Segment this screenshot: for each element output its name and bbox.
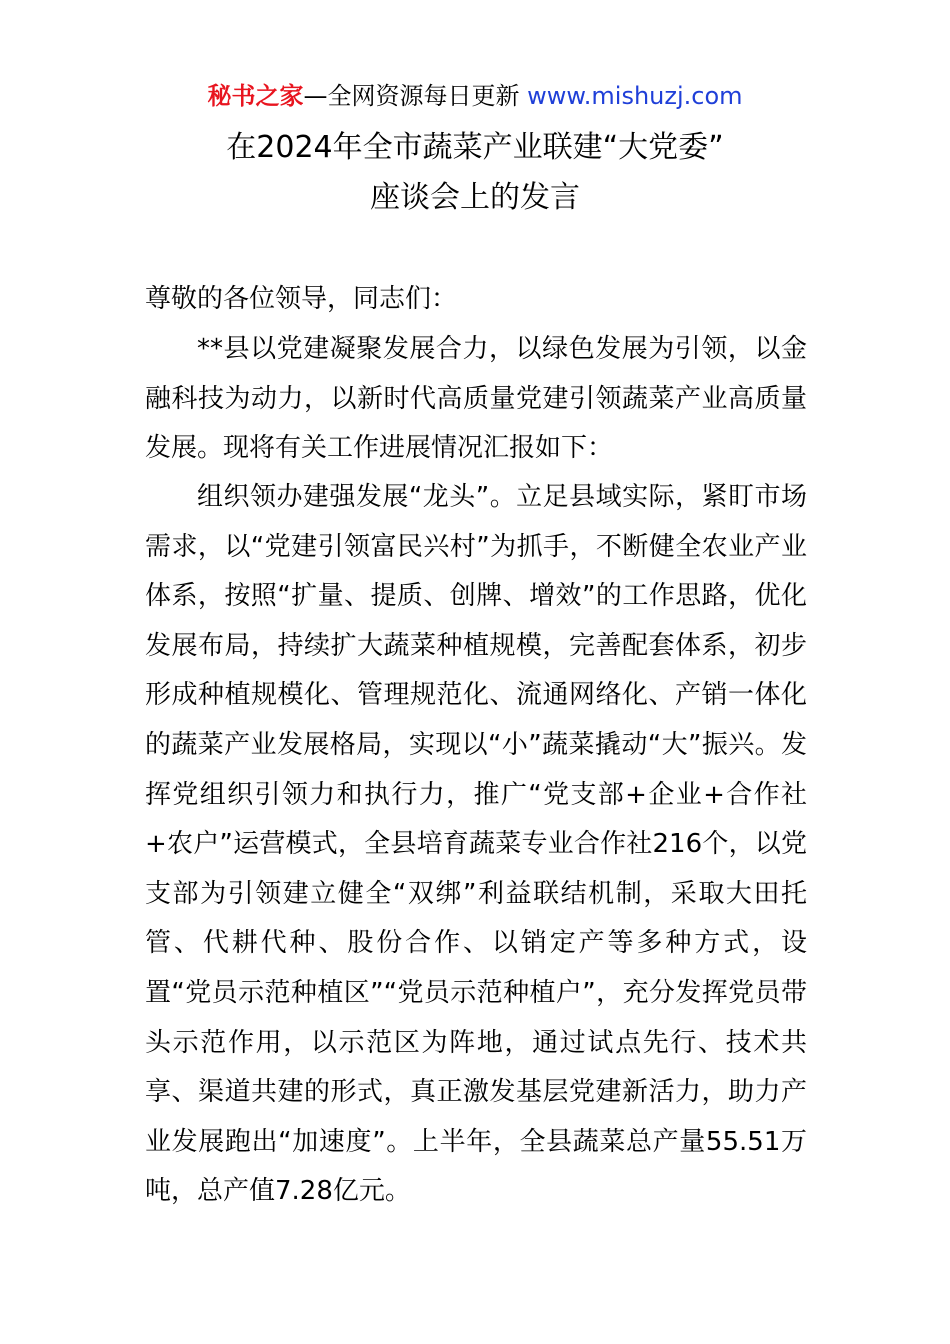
- document-title-line2: 座谈会上的发言: [370, 180, 580, 215]
- paragraph-section-1: 组织领办建强发展“龙头”。立足县域实际，紧盯市场需求，以“党建引领富民兴村”为抓手，不断健全农业产业体系，按照“扩量、提质、创牌、增效”的工作思路，优化发展布局，持续扩大蔬菜种植规模，完善配套体系，初步形成种植规模化、管理规范化、流通网络化、产销一体化的蔬菜产业发展格局，实现以“小”蔬菜撬动“大”振兴。发挥党组织引领力和执行力，推广“党支部+企业+合作社+农户”运营模式，全县培育蔬菜专业合作社216个，以党支部为引领建立健全“双绑”利益联结机制，采取大田托管、代耕代种、股份合作、以销定产等多种方式，设置“党员示范种植区”“党员示范种植户”，充分发挥党员带头示范作用，以示范区为阵地，通过试点先行、技术共享、渠道共建的形式，真正激发基层党建新活力，助力产业发展跑出“加速度”。上半年，全县蔬菜总产量55.51万吨，总产值7.28亿元。: [145, 482, 807, 1207]
- paragraph-intro: **县以党建凝聚发展合力，以绿色发展为引领，以金融科技为动力，以新时代高质量党建引领蔬菜产业高质量发展。现将有关工作进展情况汇报如下：: [145, 334, 807, 464]
- salutation: 尊敬的各位领导，同志们：: [145, 284, 458, 314]
- site-brand: 秘书之家: [207, 82, 304, 110]
- site-header: [0, 80, 950, 112]
- site-tagline: —全网资源每日更新: [303, 82, 520, 110]
- site-url-link[interactable]: www.mishuzj.com: [527, 82, 743, 110]
- document-title-line1: 在2024年全市蔬菜产业联建“大党委”: [226, 130, 724, 165]
